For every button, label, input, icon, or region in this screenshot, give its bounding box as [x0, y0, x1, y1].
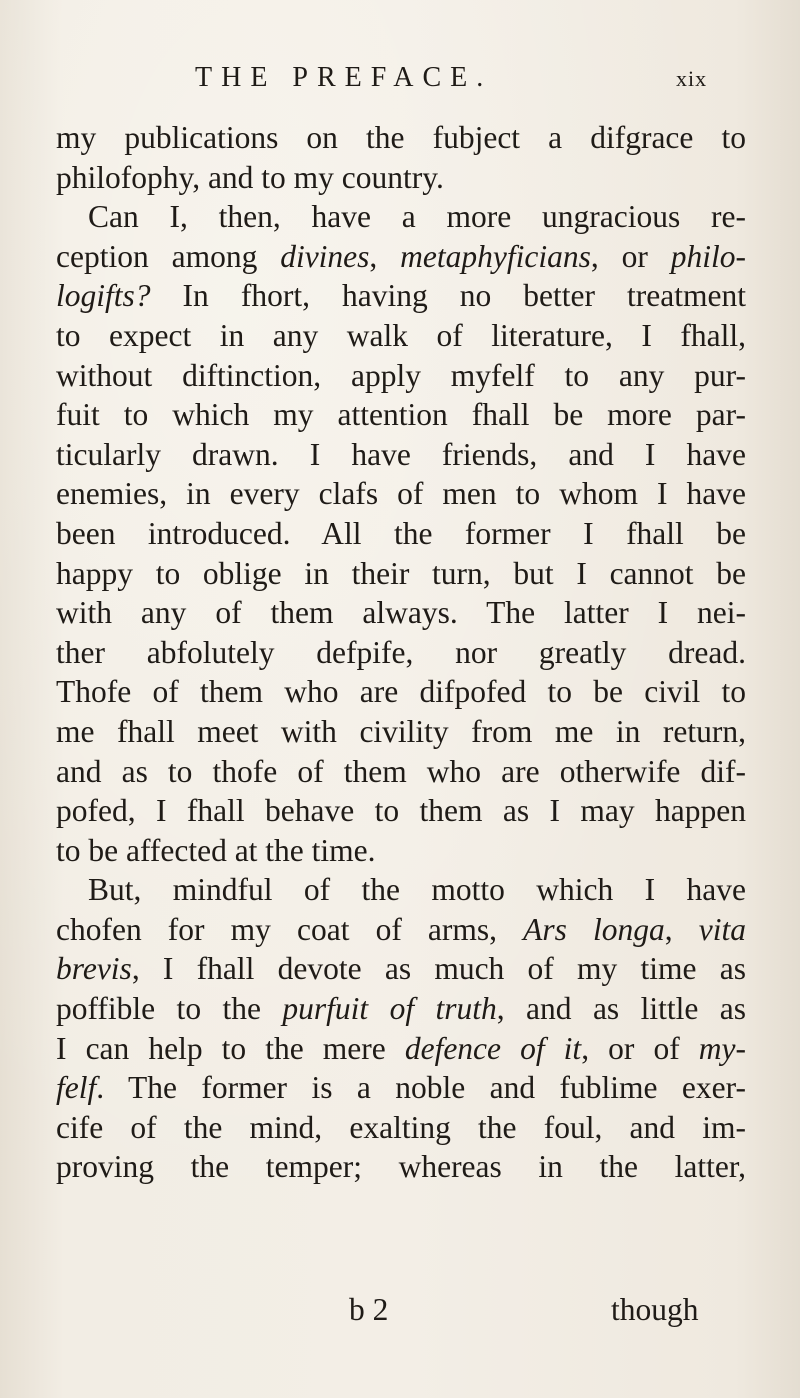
italic-text: Ars longa: [523, 911, 665, 947]
text-segment: fuit to which my attention fhall be more par-: [56, 397, 746, 433]
body-text: [56, 118, 746, 1187]
italic-text: felf: [56, 1070, 97, 1106]
text-segment: with any of them always. The latter I nei-: [56, 595, 746, 631]
text-segment: to expect in any walk of literature, I fhall,: [56, 317, 746, 353]
text-segment: , or of: [581, 1030, 699, 1066]
text-line: [56, 316, 746, 356]
page-footer: [0, 1290, 800, 1334]
text-segment: ,: [369, 238, 401, 274]
text-line: [56, 118, 746, 158]
text-line: [56, 395, 746, 435]
text-segment: to be affected at the time.: [56, 832, 376, 868]
text-line: [56, 791, 746, 831]
italic-text: logifts?: [56, 278, 151, 314]
text-line: [56, 514, 746, 554]
text-segment: ception among: [56, 238, 281, 274]
text-line: [56, 1147, 746, 1187]
italic-text: brevis: [56, 951, 132, 987]
text-line: [56, 672, 746, 712]
italic-text: philo-: [670, 238, 746, 274]
text-segment: me fhall meet with civility from me in return,: [56, 713, 746, 749]
text-segment: proving the temper; whereas in the latter,: [56, 1149, 746, 1185]
text-segment: , I fhall devote as much of my time as: [131, 951, 746, 987]
text-segment: But, mindful of the motto which I have: [88, 872, 746, 908]
text-line: [56, 593, 746, 633]
text-segment: . The former is a noble and fublime exer-: [96, 1070, 746, 1106]
text-segment: , and as little as: [496, 991, 747, 1027]
text-segment: Can I, then, have a more ungracious re-: [88, 199, 746, 235]
text-line: [56, 633, 746, 673]
text-line: [56, 870, 746, 910]
page-number: xix: [676, 66, 708, 91]
text-line: [56, 554, 746, 594]
text-line: [56, 752, 746, 792]
text-segment: poffible to the: [56, 991, 283, 1027]
italic-text: defence of it: [404, 1030, 582, 1066]
text-line: [56, 1108, 746, 1148]
text-segment: chofen for my coat of arms,: [56, 911, 524, 947]
text-segment: been introduced. All the former I fhall be: [56, 515, 746, 551]
text-segment: ticularly drawn. I have friends, and I have: [56, 436, 746, 472]
text-line: [56, 237, 746, 277]
text-line: [56, 1068, 746, 1108]
text-line: [56, 435, 746, 475]
text-line: [56, 474, 746, 514]
text-line: [56, 831, 746, 871]
text-segment: pofed, I fhall behave to them as I may happen: [56, 793, 746, 829]
italic-text: purfuit of truth: [282, 991, 497, 1027]
text-segment: without diftinction, apply myfelf to any pur-: [56, 357, 746, 393]
text-segment: ther abfolutely defpife, nor greatly dread.: [56, 634, 746, 670]
text-line: [56, 949, 746, 989]
text-segment: In fhort, having no better treatment: [150, 278, 746, 314]
running-head: [0, 62, 800, 102]
text-line: [56, 989, 746, 1029]
italic-text: metaphyficians: [400, 238, 591, 274]
text-segment: ,: [664, 911, 699, 947]
text-segment: cife of the mind, exalting the foul, and im-: [56, 1109, 746, 1145]
text-line: [56, 197, 746, 237]
text-line: [56, 356, 746, 396]
text-segment: happy to oblige in their turn, but I cannot be: [56, 555, 746, 591]
text-line: [56, 910, 746, 950]
text-line: [56, 158, 746, 198]
text-line: [56, 712, 746, 752]
text-segment: enemies, in every clafs of men to whom I have: [56, 476, 746, 512]
running-head-title: THE PREFACE.: [195, 62, 493, 93]
text-line: [56, 1029, 746, 1069]
signature-mark: b 2: [349, 1292, 389, 1327]
italic-text: my-: [698, 1030, 747, 1066]
text-segment: , or: [590, 238, 671, 274]
text-segment: my publications on the fubject a difgrace to: [56, 120, 746, 155]
text-segment: philofophy, and to my country.: [56, 159, 444, 195]
text-segment: Thofe of them who are difpofed to be civil to: [56, 674, 746, 710]
catchword: though: [611, 1292, 699, 1327]
italic-text: divines: [280, 238, 370, 274]
text-segment: and as to thofe of them who are otherwife dif-: [56, 753, 746, 789]
italic-text: vita: [698, 911, 746, 947]
text-line: [56, 276, 746, 316]
text-segment: I can help to the mere: [56, 1030, 405, 1066]
